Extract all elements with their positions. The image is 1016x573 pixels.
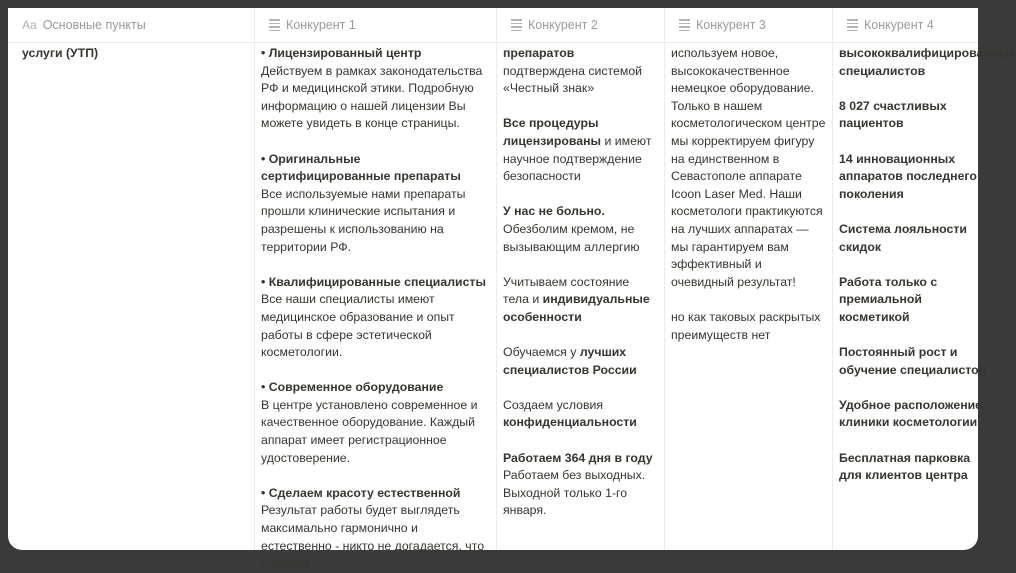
c4-item: Бесплатная парковка для клиентов центра xyxy=(839,450,971,483)
table-frame xyxy=(8,8,1016,571)
c3-paragraph: используем новое, высококачественное немецкое оборудование. Только в нашем косметологическом центре мы корректируем фигуру на единственном в Севастополе аппарате Icoon Laser Med. Наши косметологи практикуются на лучших аппаратах — мы гарантируем вам эффективный и очевидный результат! xyxy=(671,46,826,289)
c2-text: Работаем без выходных. Выходной только 1-го января. xyxy=(503,468,646,518)
c1-item-text: В центре установлено современное и качественное оборудование. Каждый аппарат имеет регистрационное удостоверение. xyxy=(261,397,478,465)
c2-bold: Все процедуры лицензированы xyxy=(503,116,602,148)
cell-row-label[interactable] xyxy=(8,42,255,550)
table-header xyxy=(8,8,978,43)
c2-bold: У нас не больно. xyxy=(503,204,605,219)
c1-item-title: • Сделаем красоту естественной xyxy=(261,485,461,500)
c2-text: Обезболим кремом, не вызывающим аллергию xyxy=(503,221,640,254)
c4-item: Удобное расположение клиники косметологии xyxy=(839,397,983,430)
header-label: Основные пункты xyxy=(42,18,146,32)
c2-bold: Работаем 364 дня в году xyxy=(503,450,653,465)
text-lines-icon xyxy=(511,19,522,31)
c1-item-text: Результат работы будет выглядеть максимально гармонично и естественно - никто не догадается, что с Вашей xyxy=(261,503,485,571)
c4-item: 8 027 счастливых пациентов xyxy=(839,98,947,131)
header-cell-main-points[interactable] xyxy=(8,8,255,42)
c1-item-text: Все наши специалисты имеют медицинское образование и опыт работы в сфере эстетической косметологии. xyxy=(261,292,455,360)
c2-text: подтверждена системой «Честный знак» xyxy=(503,63,643,96)
cell-competitor-4[interactable] xyxy=(833,42,1016,550)
c4-item: 14 инновационных аппаратов последнего поколения xyxy=(839,151,977,201)
header-cell-competitor-2[interactable] xyxy=(497,8,665,42)
header-label: Конкурент 2 xyxy=(528,18,598,32)
c2-text: Обучаемся у xyxy=(503,345,580,360)
header-label: Конкурент 4 xyxy=(864,18,934,32)
c4-item: Система лояльности скидок xyxy=(839,221,967,254)
text-lines-icon xyxy=(679,19,690,31)
cell-competitor-1[interactable] xyxy=(255,42,497,571)
c1-item-title: • Оригинальные сертифицированные препараты xyxy=(261,151,461,184)
c2-text: и имеют научное подтверждение безопасности xyxy=(503,133,652,184)
c1-item-title: • Квалифицированные специалисты xyxy=(261,274,486,289)
c4-item: Работа только с премиальной косметикой xyxy=(839,274,938,324)
c4-item: высококвалифицированных специалистов xyxy=(839,46,1016,78)
c2-bold: конфиденциальности xyxy=(503,415,637,430)
c4-item: Постоянный рост и обучение специалистов xyxy=(839,345,987,377)
c2-bold: индивидуальные особенности xyxy=(503,292,650,324)
text-type-icon: Aa xyxy=(22,18,37,32)
cell-competitor-2[interactable] xyxy=(497,42,665,550)
header-cell-competitor-3[interactable] xyxy=(665,8,833,42)
c3-paragraph: но как таковых раскрытых преимуществ нет xyxy=(671,309,821,342)
header-label: Конкурент 3 xyxy=(696,18,766,32)
c2-bold: препаратов xyxy=(503,46,575,60)
c1-item-text: Действуем в рамках законодательства РФ и медицинской этики. Подробную информацию о нашей лицензии Вы можете увидеть в конце страницы. xyxy=(261,63,483,131)
c1-item-title: • Современное оборудование xyxy=(261,380,444,395)
c1-item-title: • Лицензированный центр xyxy=(261,46,422,60)
text-lines-icon xyxy=(847,19,858,31)
cell-competitor-3[interactable] xyxy=(665,42,833,550)
c1-item-text: Все используемые нами препараты прошли клинические испытания и разрешены к использованию на территории РФ. xyxy=(261,186,466,254)
row-label: услуги (УТП) xyxy=(22,46,99,60)
header-label: Конкурент 1 xyxy=(286,18,356,32)
c2-text: Учитываем состояние тела и xyxy=(503,274,630,307)
header-cell-competitor-4[interactable] xyxy=(833,8,993,42)
text-lines-icon xyxy=(269,19,280,31)
header-cell-competitor-1[interactable] xyxy=(255,8,497,42)
c2-text: Создаем условия xyxy=(503,397,604,412)
c2-bold: лучших специалистов России xyxy=(503,345,637,377)
